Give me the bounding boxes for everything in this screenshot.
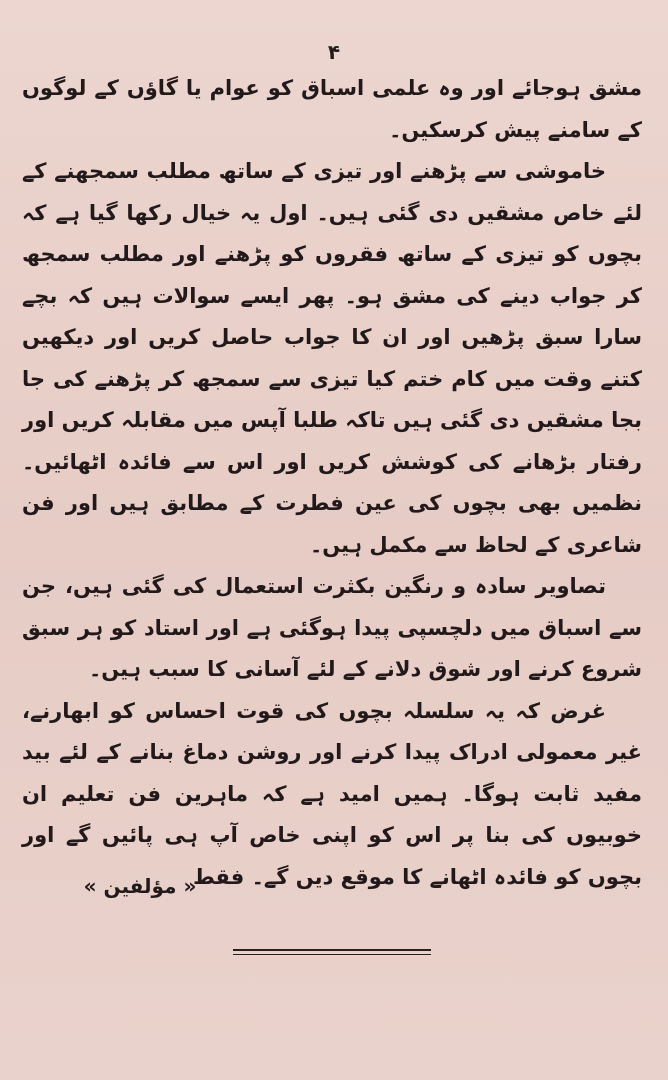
paragraph-silent-reading: خاموشی سے پڑھنے اور تیزی کے ساتھ مطلب سمجھنے کے لئے خاص مشقیں دی گئی ہیں۔ اول یہ خیال رکھا گیا ہے کہ بچوں کو تیزی کے ساتھ فقروں کو پڑھنے اور مطلب سمجھ کر جواب دینے کی مشق ہو۔ پھر ایسے سوالات ہیں کہ بچے سارا سبق پڑھیں اور ان کا جواب حاصل کریں اور دیکھیں کتنے وقت میں کام ختم کیا تیزی سے سمجھ کر پڑھنے کی جا بجا مشقیں دی گئی ہیں تاکہ طلبا آپس میں مقابلہ کریں اور رفتار بڑھانے کی کوشش کریں اور اس سے فائدہ اٹھائیں۔ نظمیں بھی بچوں کی عین فطرت کے مطابق ہیں اور فن شاعری کے لحاظ سے مکمل ہیں۔ [22,159,642,557]
body-text [22,68,642,898]
paragraph-illustrations: تصاویر سادہ و رنگین بکثرت استعمال کی گئی ہیں، جن سے اسباق میں دلچسپی پیدا ہوگئی ہے اور استاد کو ہر سبق شروع کرنے اور شوق دلانے کے لئے آسانی کا سبب ہیں۔ [22,574,642,681]
paragraph-intro-continuation: مشق ہوجائے اور وہ علمی اسباق کو عوام یا گاؤں کے لوگوں کے سامنے پیش کرسکیں۔ [22,76,642,142]
end-divider-line-thin [233,954,431,955]
page-number: ۴ [327,40,341,64]
paragraph-conclusion: غرض کہ یہ سلسلہ بچوں کی قوت احساس کو ابھارنے، غیر معمولی ادراک پیدا کرنے اور روشن دماغ بنانے کے لئے بید مفید ثابت ہوگا۔ ہمیں امید ہے کہ ماہرین فن تعلیم ان خوبیوں کی بنا پر اس کو اپنی خاص آپ ہی پائیں گے اور بچوں کو فائدہ اٹھانے کا موقع دیں گے۔ فقط [22,698,642,889]
authors-signature: « مؤلفین » [83,874,197,898]
end-divider-line [233,949,431,951]
